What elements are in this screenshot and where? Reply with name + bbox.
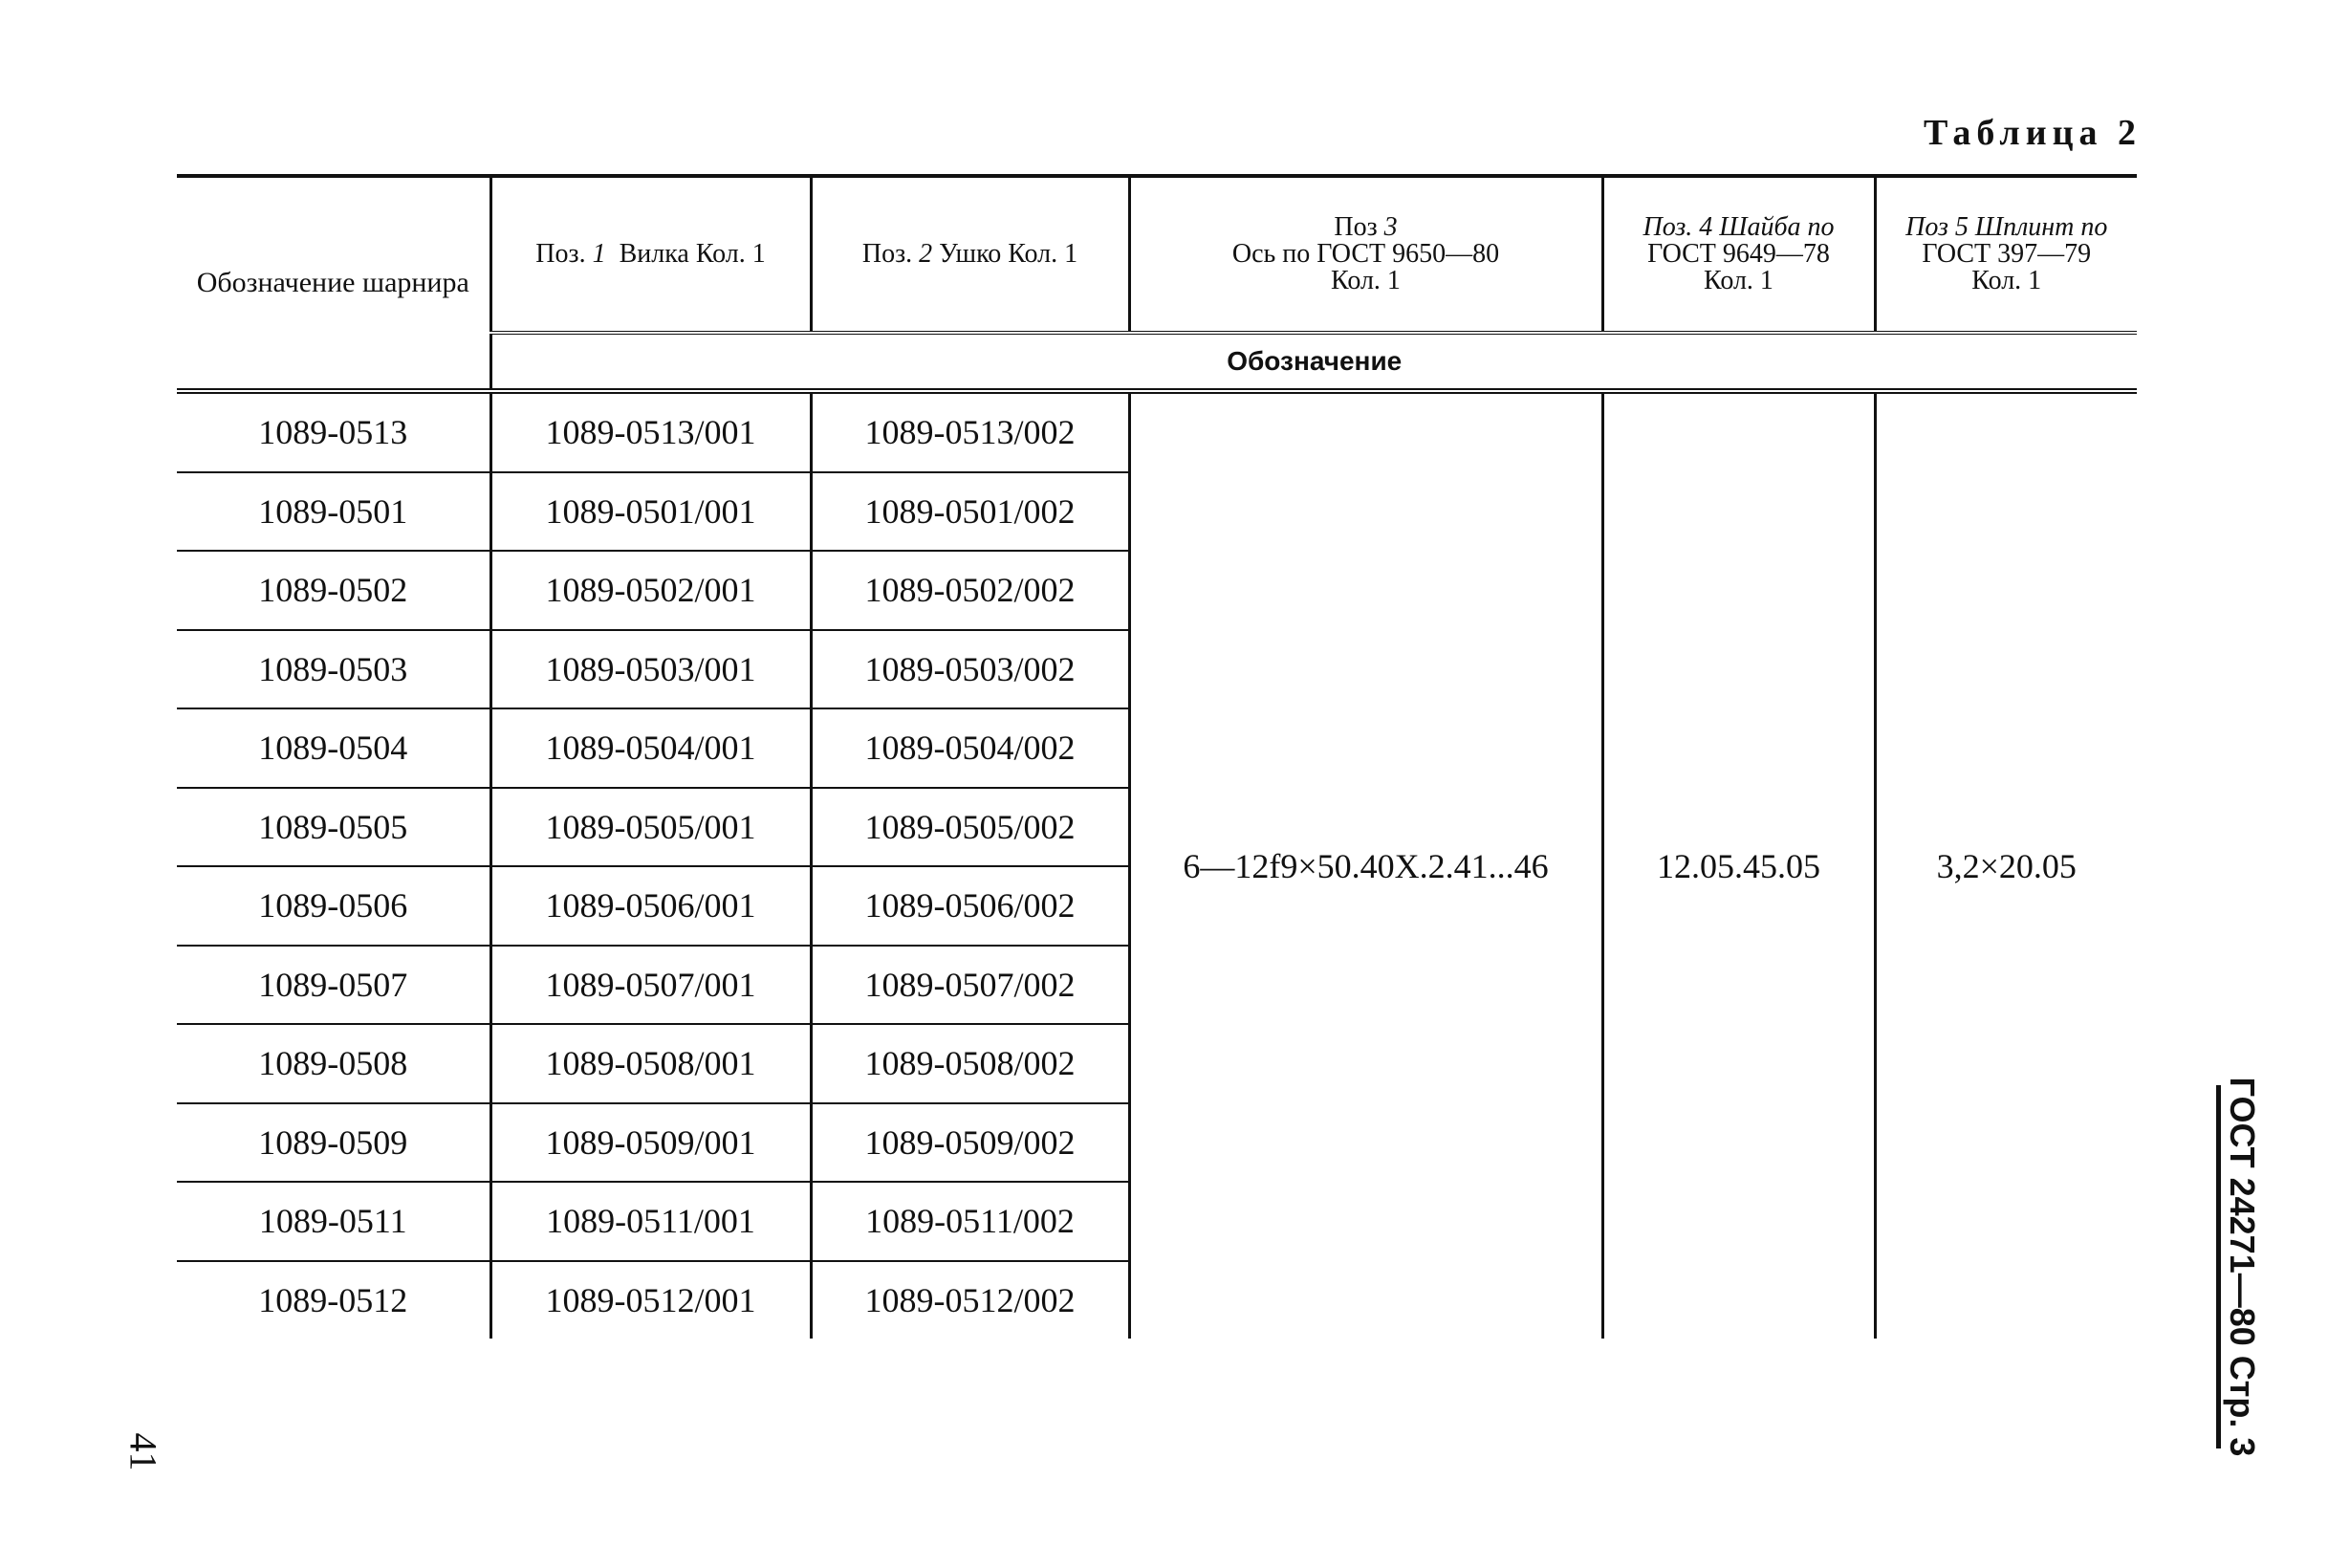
cell-hinge: 1089-0512 (177, 1261, 490, 1339)
cell-pos2: 1089-0509/002 (811, 1103, 1129, 1183)
side-label (2216, 1077, 2262, 1457)
cell-pos2: 1089-0512/002 (811, 1261, 1129, 1339)
cell-hinge: 1089-0503 (177, 630, 490, 709)
cell-pos2: 1089-0507/002 (811, 946, 1129, 1025)
cell-hinge: 1089-0513 (177, 391, 490, 472)
cell-pos4-merged: 12.05.45.05 (1602, 391, 1875, 1339)
cell-pos1: 1089-0503/001 (490, 630, 811, 709)
cell-hinge: 1089-0507 (177, 946, 490, 1025)
cell-pos1: 1089-0511/001 (490, 1182, 811, 1261)
table-caption: Таблица 2 (1923, 113, 2142, 153)
cell-pos1: 1089-0501/001 (490, 472, 811, 552)
cell-pos2: 1089-0502/002 (811, 551, 1129, 630)
cell-hinge: 1089-0504 (177, 708, 490, 788)
cell-hinge: 1089-0509 (177, 1103, 490, 1183)
cell-pos1: 1089-0504/001 (490, 708, 811, 788)
side-label-text: ГОСТ 24271—80 Стр. 3 (2222, 1077, 2262, 1457)
cell-hinge: 1089-0511 (177, 1182, 490, 1261)
cell-pos2: 1089-0505/002 (811, 788, 1129, 867)
cell-hinge: 1089-0508 (177, 1024, 490, 1103)
hinge-table (177, 174, 2137, 1339)
header-hinge: Обозначение шарнира (177, 176, 490, 391)
cell-pos1: 1089-0512/001 (490, 1261, 811, 1339)
cell-pos1: 1089-0509/001 (490, 1103, 811, 1183)
cell-hinge: 1089-0502 (177, 551, 490, 630)
header-pos2: Поз. 2 Ушко Кол. 1 (811, 176, 1129, 333)
cell-pos1: 1089-0505/001 (490, 788, 811, 867)
header-pos5: Поз 5 Шплинт по ГОСТ 397—79 Кол. 1 (1905, 212, 2108, 295)
cell-pos2: 1089-0513/002 (811, 391, 1129, 472)
cell-pos2: 1089-0511/002 (811, 1182, 1129, 1261)
header-pos1: Поз. 1 Вилка Кол. 1 (490, 176, 811, 333)
cell-hinge: 1089-0501 (177, 472, 490, 552)
header-pos4: Поз. 4 Шайба по ГОСТ 9649—78 Кол. 1 (1602, 176, 1875, 333)
cell-pos1: 1089-0507/001 (490, 946, 811, 1025)
cell-hinge: 1089-0505 (177, 788, 490, 867)
table-row (177, 391, 2137, 472)
cell-pos5-merged: 3,2×20.05 (1936, 847, 2077, 885)
cell-pos2: 1089-0508/002 (811, 1024, 1129, 1103)
cell-pos1: 1089-0502/001 (490, 551, 811, 630)
cell-pos2: 1089-0501/002 (811, 472, 1129, 552)
header-pos3: Поз 3 Ось по ГОСТ 9650—80 Кол. 1 (1129, 176, 1602, 333)
cell-pos2: 1089-0504/002 (811, 708, 1129, 788)
cell-pos1: 1089-0508/001 (490, 1024, 811, 1103)
cell-pos1: 1089-0506/001 (490, 866, 811, 946)
header-designation: Обозначение (490, 333, 2137, 391)
cell-hinge: 1089-0506 (177, 866, 490, 946)
page-number: 41 (121, 1432, 165, 1471)
cell-pos1: 1089-0513/001 (490, 391, 811, 472)
cell-pos3-merged: 6—12f9×50.40Х.2.41...46 (1129, 391, 1602, 1339)
table-body (177, 391, 2137, 1339)
cell-pos2: 1089-0506/002 (811, 866, 1129, 946)
cell-pos2: 1089-0503/002 (811, 630, 1129, 709)
